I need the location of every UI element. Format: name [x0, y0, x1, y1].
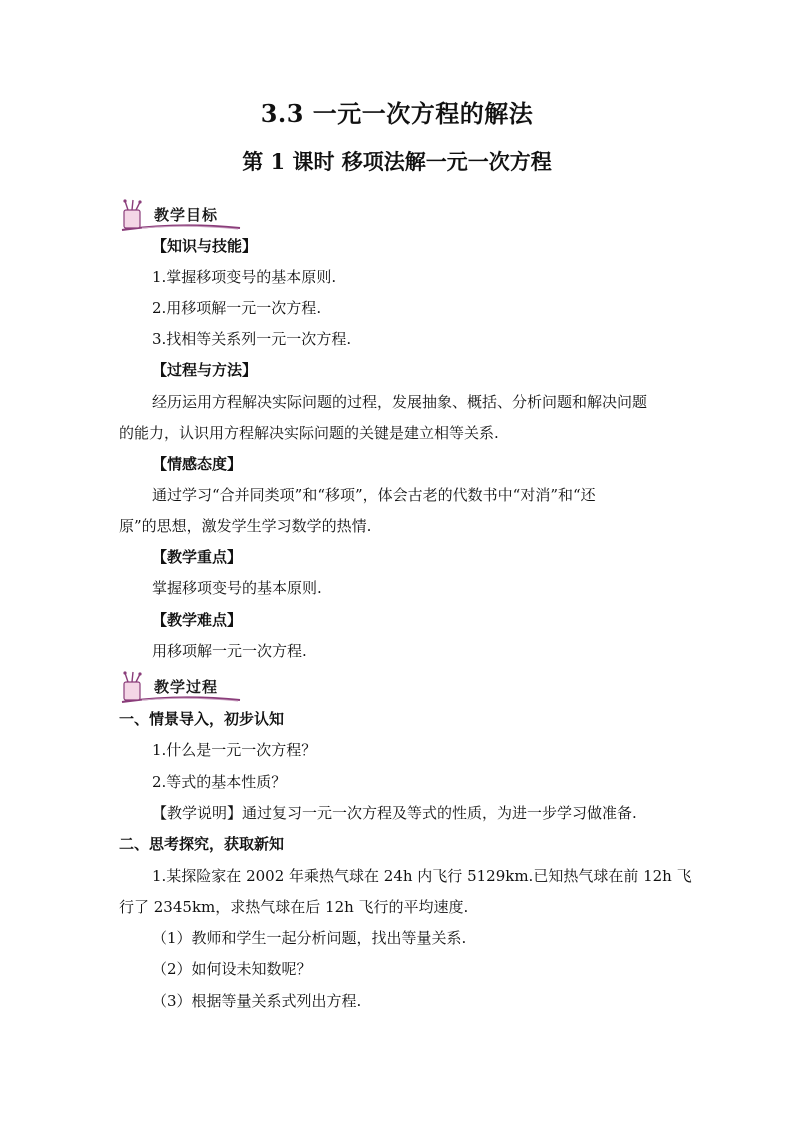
- difficulty-text: 用移项解一元一次方程.: [152, 642, 307, 660]
- step-item: （2）如何设未知数呢？: [152, 960, 312, 978]
- knowledge-item: 1.掌握移项变号的基本原则.: [152, 268, 337, 286]
- step-item: （3）根据等量关系式列出方程.: [152, 992, 362, 1010]
- knowledge-label: 【知识与技能】: [152, 237, 258, 255]
- problem-text-line: 1.某探险家在 2002 年乘热气球在 24h 内飞行 5129km.已知热气球在前 12h 飞: [152, 867, 692, 885]
- emotion-text-line: 原”的思想，激发学生学习数学的热情.: [119, 517, 372, 535]
- page-title: 3.3 一元一次方程的解法: [260, 99, 534, 128]
- emotion-label: 【情感态度】: [152, 455, 243, 473]
- emotion-text-line: 通过学习“合并同类项”和“移项”，体会古老的代数书中“对消”和“还: [152, 486, 596, 504]
- focus-text: 掌握移项变号的基本原则.: [152, 579, 322, 597]
- problem-text-line: 行了 2345km，求热气球在后 12h 飞行的平均速度.: [119, 898, 469, 916]
- section-banner-process: [118, 670, 244, 706]
- knowledge-item: 2.用移项解一元一次方程.: [152, 299, 322, 317]
- section-heading: 二、思考探究，获取新知: [119, 835, 285, 853]
- section-heading: 一、情景导入，初步认知: [119, 710, 285, 728]
- focus-label: 【教学重点】: [152, 548, 243, 566]
- difficulty-label: 【教学难点】: [152, 611, 243, 629]
- banner-label: 教学过程: [154, 678, 219, 696]
- knowledge-item: 3.找相等关系列一元一次方程.: [152, 330, 352, 348]
- process-text-line: 经历运用方程解决实际问题的过程，发展抽象、概括、分析问题和解决问题: [152, 393, 648, 411]
- section-banner-goals: [118, 198, 244, 234]
- teaching-note: 【教学说明】通过复习一元一次方程及等式的性质，为进一步学习做准备.: [152, 804, 637, 822]
- process-text-line: 的能力，认识用方程解决实际问题的关键是建立相等关系.: [119, 424, 499, 442]
- page-subtitle: 第 1 课时 移项法解一元一次方程: [242, 149, 552, 174]
- question-item: 1.什么是一元一次方程？: [152, 741, 317, 759]
- question-item: 2.等式的基本性质？: [152, 773, 287, 791]
- banner-label: 教学目标: [154, 206, 219, 224]
- process-label: 【过程与方法】: [152, 361, 258, 379]
- step-item: （1）教师和学生一起分析问题，找出等量关系.: [152, 929, 467, 947]
